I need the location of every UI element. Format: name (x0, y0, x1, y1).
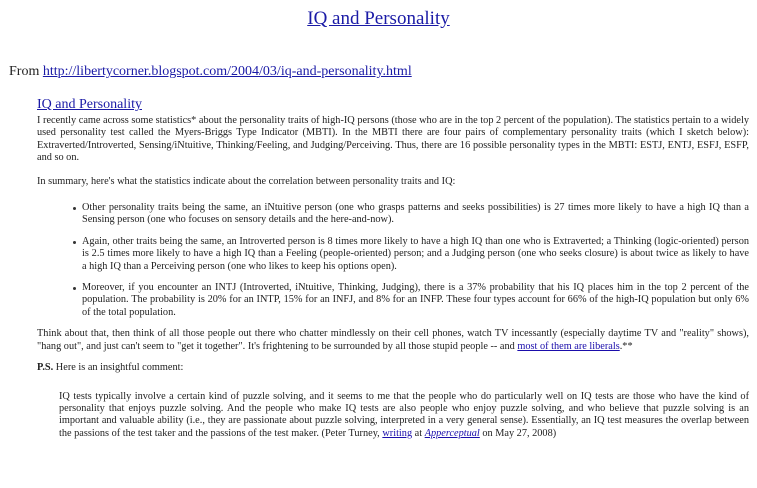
article-title-link[interactable]: IQ and Personality (37, 97, 142, 112)
intro-paragraph: I recently came across some statistics* about the personality traits of high-IQ persons (those who are in the top 2 percent of the population). The statistics pertain to a widely used personality test called the Myers-Briggs Type Indicator (MBTI). In the MBTI there are four pairs of complementary personality traits (which I sketch below): Extraverted/Introverted, Sensing/iNtuitive, Thinking/Feeling, and Judging/Perceiving. Thus, there are 16 possible personality types in the MBTI: ESTJ, ENTJ, ESFJ, ESFP, and so on. (37, 115, 749, 164)
closing-text: Think about that, then think of all those people out there who chatter mindlessly on their cell phones, watch TV incessantly (especially daytime TV and "reality" shows), "hang out", and just can't seem to "get it together". It's frightening to be surrounded by all those stupid people -- and (37, 328, 749, 352)
page-title-link[interactable]: IQ and Personality (307, 8, 450, 29)
ps-text: Here is an insightful comment: (53, 362, 184, 374)
list-item: Other personality traits being the same, an iNtuitive person (one who grasps patterns and seeks possibilities) is 27 times more likely to have a high IQ than a Sensing person (one who focuses on sensory details and the here-and-now). (82, 202, 749, 226)
quote-mid: at (412, 427, 425, 439)
writing-link[interactable]: writing (382, 427, 413, 439)
liberals-link[interactable]: most of them are liberals (517, 340, 620, 352)
ps-label: P.S. (37, 362, 54, 374)
closing-paragraph (37, 328, 749, 353)
quote-end: on May 27, 2008) (479, 427, 557, 439)
list-item: Moreover, if you encounter an INTJ (Introverted, iNtuitive, Thinking, Judging), there is a 37% probability that his IQ places him in the top 2 percent of the population. The probability is 20% for an INTP, 15% for an INFJ, and 8% for an INFP. These four types account for 66% of the high-IQ population but only 6% of the total population. (82, 282, 749, 318)
article (37, 95, 749, 440)
findings-list (37, 202, 749, 319)
source-line (9, 64, 412, 80)
closing-suffix: .** (619, 340, 633, 352)
quote-text: IQ tests typically involve a certain kind of puzzle solving, and it seems to me that the people who do particularly well on IQ tests are those who have the kind of personality that enjoys puzzle solving. And the people who make IQ tests are also people who enjoy puzzle solving, and who believe that puzzle solving is an important and valuable ability (i.e., they are passionate about puzzle solving, interpreted in a very general sense). Essentially, an IQ test measures the overlap between the passions of the test taker and the passions of the test maker. (Peter Turney, (59, 390, 749, 439)
quote-block (59, 391, 749, 441)
list-item: Again, other traits being the same, an Introverted person is 8 times more likely to have a high IQ than one who is Extraverted; a Thinking (logic-oriented) person is 2.5 times more likely to have a high IQ than a Feeling (people-oriented) person; and a Judging person (one who seeks closure) is about twice as likely to have a high IQ than a Perceiving person (one who likes to keep his options open). (82, 235, 749, 272)
ps-paragraph (37, 362, 749, 374)
apperceptual-link-text: Apperceptual (424, 427, 480, 439)
source-url-link[interactable]: http://libertycorner.blogspot.com/2004/03/iq-and-personality.html (42, 64, 412, 79)
from-label: From (9, 64, 43, 79)
summary-paragraph: In summary, here's what the statistics indicate about the correlation between personality traits and IQ: (37, 175, 456, 187)
apperceptual-link[interactable] (425, 428, 480, 439)
